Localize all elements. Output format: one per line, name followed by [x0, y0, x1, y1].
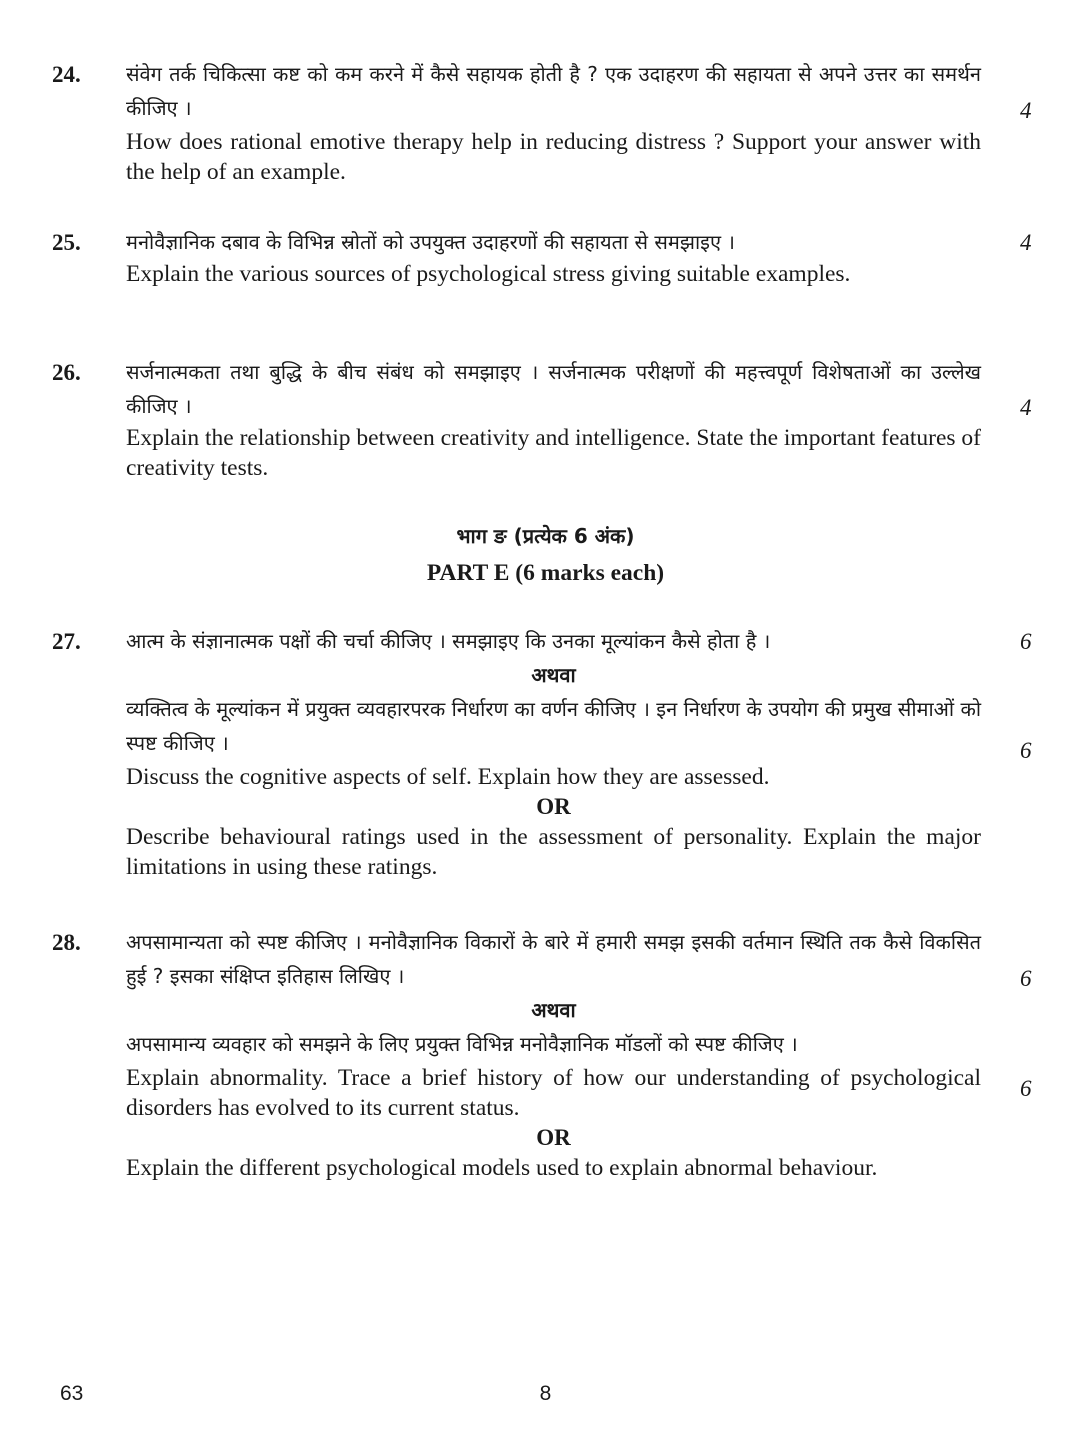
question-text-english: Explain the relationship between creativity and intelligence. State the important features of creativity tests.	[126, 425, 981, 481]
alternative-text-hindi: व्यक्तित्व के मूल्यांकन में प्रयुक्त व्यवहारपरक निर्धारण का वर्णन कीजिए । इन निर्धारण के उपयोग की प्रमुख सीमाओं को स्पष्ट कीजिए ।	[126, 697, 981, 755]
marks-25: 4	[1020, 230, 1032, 255]
question-text-english: Explain the various sources of psychological stress giving suitable examples.	[126, 261, 851, 287]
part-e-heading-english: PART E (6 marks each)	[426, 560, 665, 586]
or-separator: OR	[536, 794, 571, 819]
question-text-hindi: अपसामान्यता को स्पष्ट कीजिए । मनोवैज्ञानिक विकारों के बारे में हमारी समझ इसकी वर्तमान स्थिति तक कैसे विकसित हुई ? इसका संक्षिप्त इतिहास लिखिए ।	[126, 930, 981, 988]
question-text-hindi: आत्म के संज्ञानात्मक पक्षों की चर्चा कीजिए । समझाइए कि उनका मूल्यांकन कैसे होता है ।	[126, 629, 771, 653]
question-text-english: Discuss the cognitive aspects of self. Explain how they are assessed.	[126, 764, 770, 790]
question-number: 24.	[52, 62, 81, 87]
page-number: 8	[539, 1382, 552, 1405]
question-number: 28.	[52, 930, 81, 955]
alternative-text-english: Describe behavioural ratings used in the assessment of personality. Explain the major limitations in using these ratings.	[126, 824, 981, 880]
part-e-heading-hindi: भाग ङ (प्रत्येक 6 अंक)	[456, 524, 635, 548]
paper-code: 63	[60, 1382, 84, 1405]
question-text-english: How does rational emotive therapy help in reducing distress ? Support your answer with the help of an example.	[126, 129, 981, 185]
question-text-hindi: सर्जनात्मकता तथा बुद्धि के बीच संबंध को समझाइए । सर्जनात्मक परीक्षणों की महत्त्वपूर्ण विशेषताओं का उल्लेख कीजिए ।	[126, 360, 981, 418]
marks-26: 4	[1020, 395, 1032, 420]
question-number: 27.	[52, 629, 81, 654]
alternative-text-english: Explain the different psychological models used to explain abnormal behaviour.	[126, 1155, 878, 1181]
marks-24: 4	[1020, 98, 1032, 123]
question-text-hindi: संवेग तर्क चिकित्सा कष्ट को कम करने में कैसे सहायक होती है ? एक उदाहरण की सहायता से अपने उत्तर का समर्थन कीजिए ।	[126, 62, 981, 120]
question-number: 25.	[52, 230, 81, 255]
or-separator-hindi: अथवा	[531, 663, 576, 687]
alternative-text-hindi: अपसामान्य व्यवहार को समझने के लिए प्रयुक्त विभिन्न मनोवैज्ञानिक मॉडलों को स्पष्ट कीजिए ।	[126, 1032, 798, 1056]
question-number: 26.	[52, 360, 81, 385]
question-text-english: Explain abnormality. Trace a brief history of how our understanding of psychological disorders has evolved to its current status.	[126, 1065, 981, 1121]
marks-28a: 6	[1020, 966, 1032, 991]
or-separator-hindi: अथवा	[531, 998, 576, 1022]
marks-28b: 6	[1020, 1076, 1032, 1101]
marks-27b: 6	[1020, 738, 1032, 763]
marks-27a: 6	[1020, 629, 1032, 654]
or-separator: OR	[536, 1125, 571, 1150]
question-text-hindi: मनोवैज्ञानिक दबाव के विभिन्न स्रोतों को उपयुक्त उदाहरणों की सहायता से समझाइए ।	[126, 230, 735, 254]
